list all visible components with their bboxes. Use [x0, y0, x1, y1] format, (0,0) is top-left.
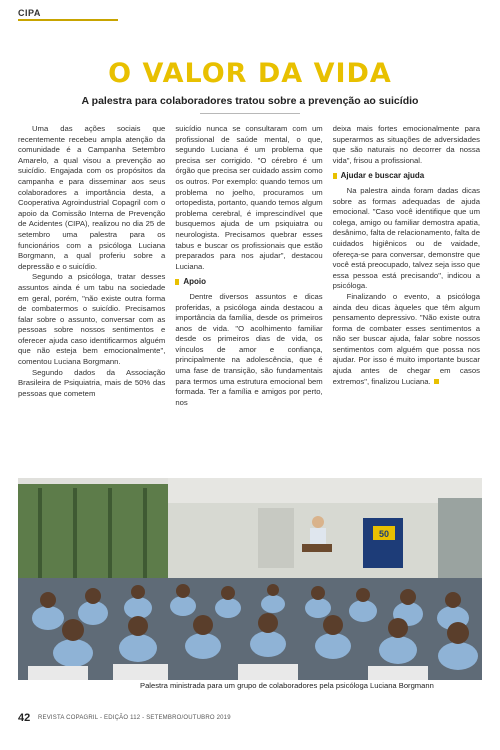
photo-caption: Palestra ministrada para um grupo de colaboradores pela psicóloga Luciana Borgmann	[140, 681, 434, 690]
paragraph	[333, 292, 480, 387]
section-label: CIPA	[18, 8, 41, 18]
section-heading-apoio: Apoio	[175, 277, 322, 288]
paragraph: Dentre diversos assuntos e dicas proferidas, a psicóloga ainda destacou a importância da família, desde os primeiros anos de vida. "O acolhimento familiar desde os primeiros dias de vida, os vínculos de amor e confiança, principalmente na adolescência, que é uma fase de transição, são fundamentais para termos uma estrutura emocional bem formada. Ter a família e amigos por perto, nos	[175, 291, 323, 407]
publication-info: REVISTA COPAGRIL - EDIÇÃO 112 - SETEMBRO/OUTUBRO 2019	[38, 715, 231, 721]
column-1	[18, 124, 165, 408]
section-heading-ajuda: Ajudar e buscar ajuda	[333, 171, 480, 182]
article-body	[18, 124, 480, 408]
end-of-article-mark	[434, 379, 439, 384]
column-2	[175, 124, 322, 408]
paragraph: suicídio nunca se consultaram com um profissional de saúde mental, o que, segundo Luciana é um problema que precisa ser corrigido. "O cérebro é um órgão que precisa ser cuidado assim como os outros. Por exemplo: quando temos um problema no joelho, procuramos um ortopedista, portanto, quando temos algum problema cerebral, é imprescindível que busquemos ajuda de um psiquiatra ou neurologista. Precisamos quebrar esses tabus e buscar os profissionais que estão preparados para nos ajudar", destacou Luciana.	[175, 124, 323, 271]
paragraph: Segundo dados da Associação Brasileira de Psiquiatria, mais de 50% das pessoas que cometem	[18, 367, 166, 398]
banner-text: 50	[378, 529, 390, 539]
paragraph: Na palestra ainda foram dadas dicas sobre as formas adequadas de ajuda emocional. "Caso você identifique que um colega, amigo ou familiar demostra apatia, desânimo, falta de relacionamento, falta de cuidados higiênicos ou de vaidade, ofereça-se para conversar, demonstre que você está preocupado, talvez seja isso que essa pessoa está precisando", indicou a psicóloga.	[332, 185, 480, 291]
paragraph: Uma das ações sociais que recentemente recebeu ampla atenção da comunidade é a Campanha Setembro Amarelo, a qual visou a prevenção ao suicídio. Engajada com os propósitos da campanha e para disseminar aos seus colaboradores a importância desta, a Cooperativa Agroindustrial Copagril com o apoio da Comissão Interna de Prevenção de Acidentes (CIPA), realizou no dia 25 de setembro uma palestra para os funcionários com a psicóloga Luciana Borgmann, a qual proferiu sobre a depressão e o suicídio.	[18, 124, 166, 271]
subtitle-divider	[200, 113, 300, 114]
column-3	[333, 124, 480, 408]
paragraph: deixa mais fortes emocionalmente para superarmos as situações de adversidades que são naturais no decorrer da nossa vida", frisou a profissional.	[332, 124, 480, 165]
article-title: O VALOR DA VIDA	[108, 58, 392, 89]
page-number: 42	[18, 712, 31, 724]
paragraph-text: Finalizando o evento, a psicóloga ainda deu dicas àqueles que têm algum pensamento depressivo. "Não existe outra forma de combater esses sentimentos a não ser buscar ajuda, falar sobre nossos sentimentos com alguém que possa nos ajudar. Por isso é muito importante buscar ajuda antes de chegar em casos extremos", finalizou Luciana.	[332, 291, 480, 386]
audience-illustration	[18, 478, 482, 680]
event-photo	[18, 478, 482, 680]
section-rule	[18, 19, 118, 21]
paragraph: Segundo a psicóloga, tratar desses assuntos ainda é um tabu na sociedade em geral, porém, "não existe outra forma de combatermos o suicídio. Precisamos falar sobre o assunto, conversar com as pessoas sobre nossos sentimentos e oferecer ajuda caso identificarmos alguém que não esteja bem emocionalmente", comentou Luciana Borgmann.	[18, 272, 166, 367]
article-subtitle: A palestra para colaboradores tratou sobre a prevenção ao suicídio	[81, 95, 419, 107]
